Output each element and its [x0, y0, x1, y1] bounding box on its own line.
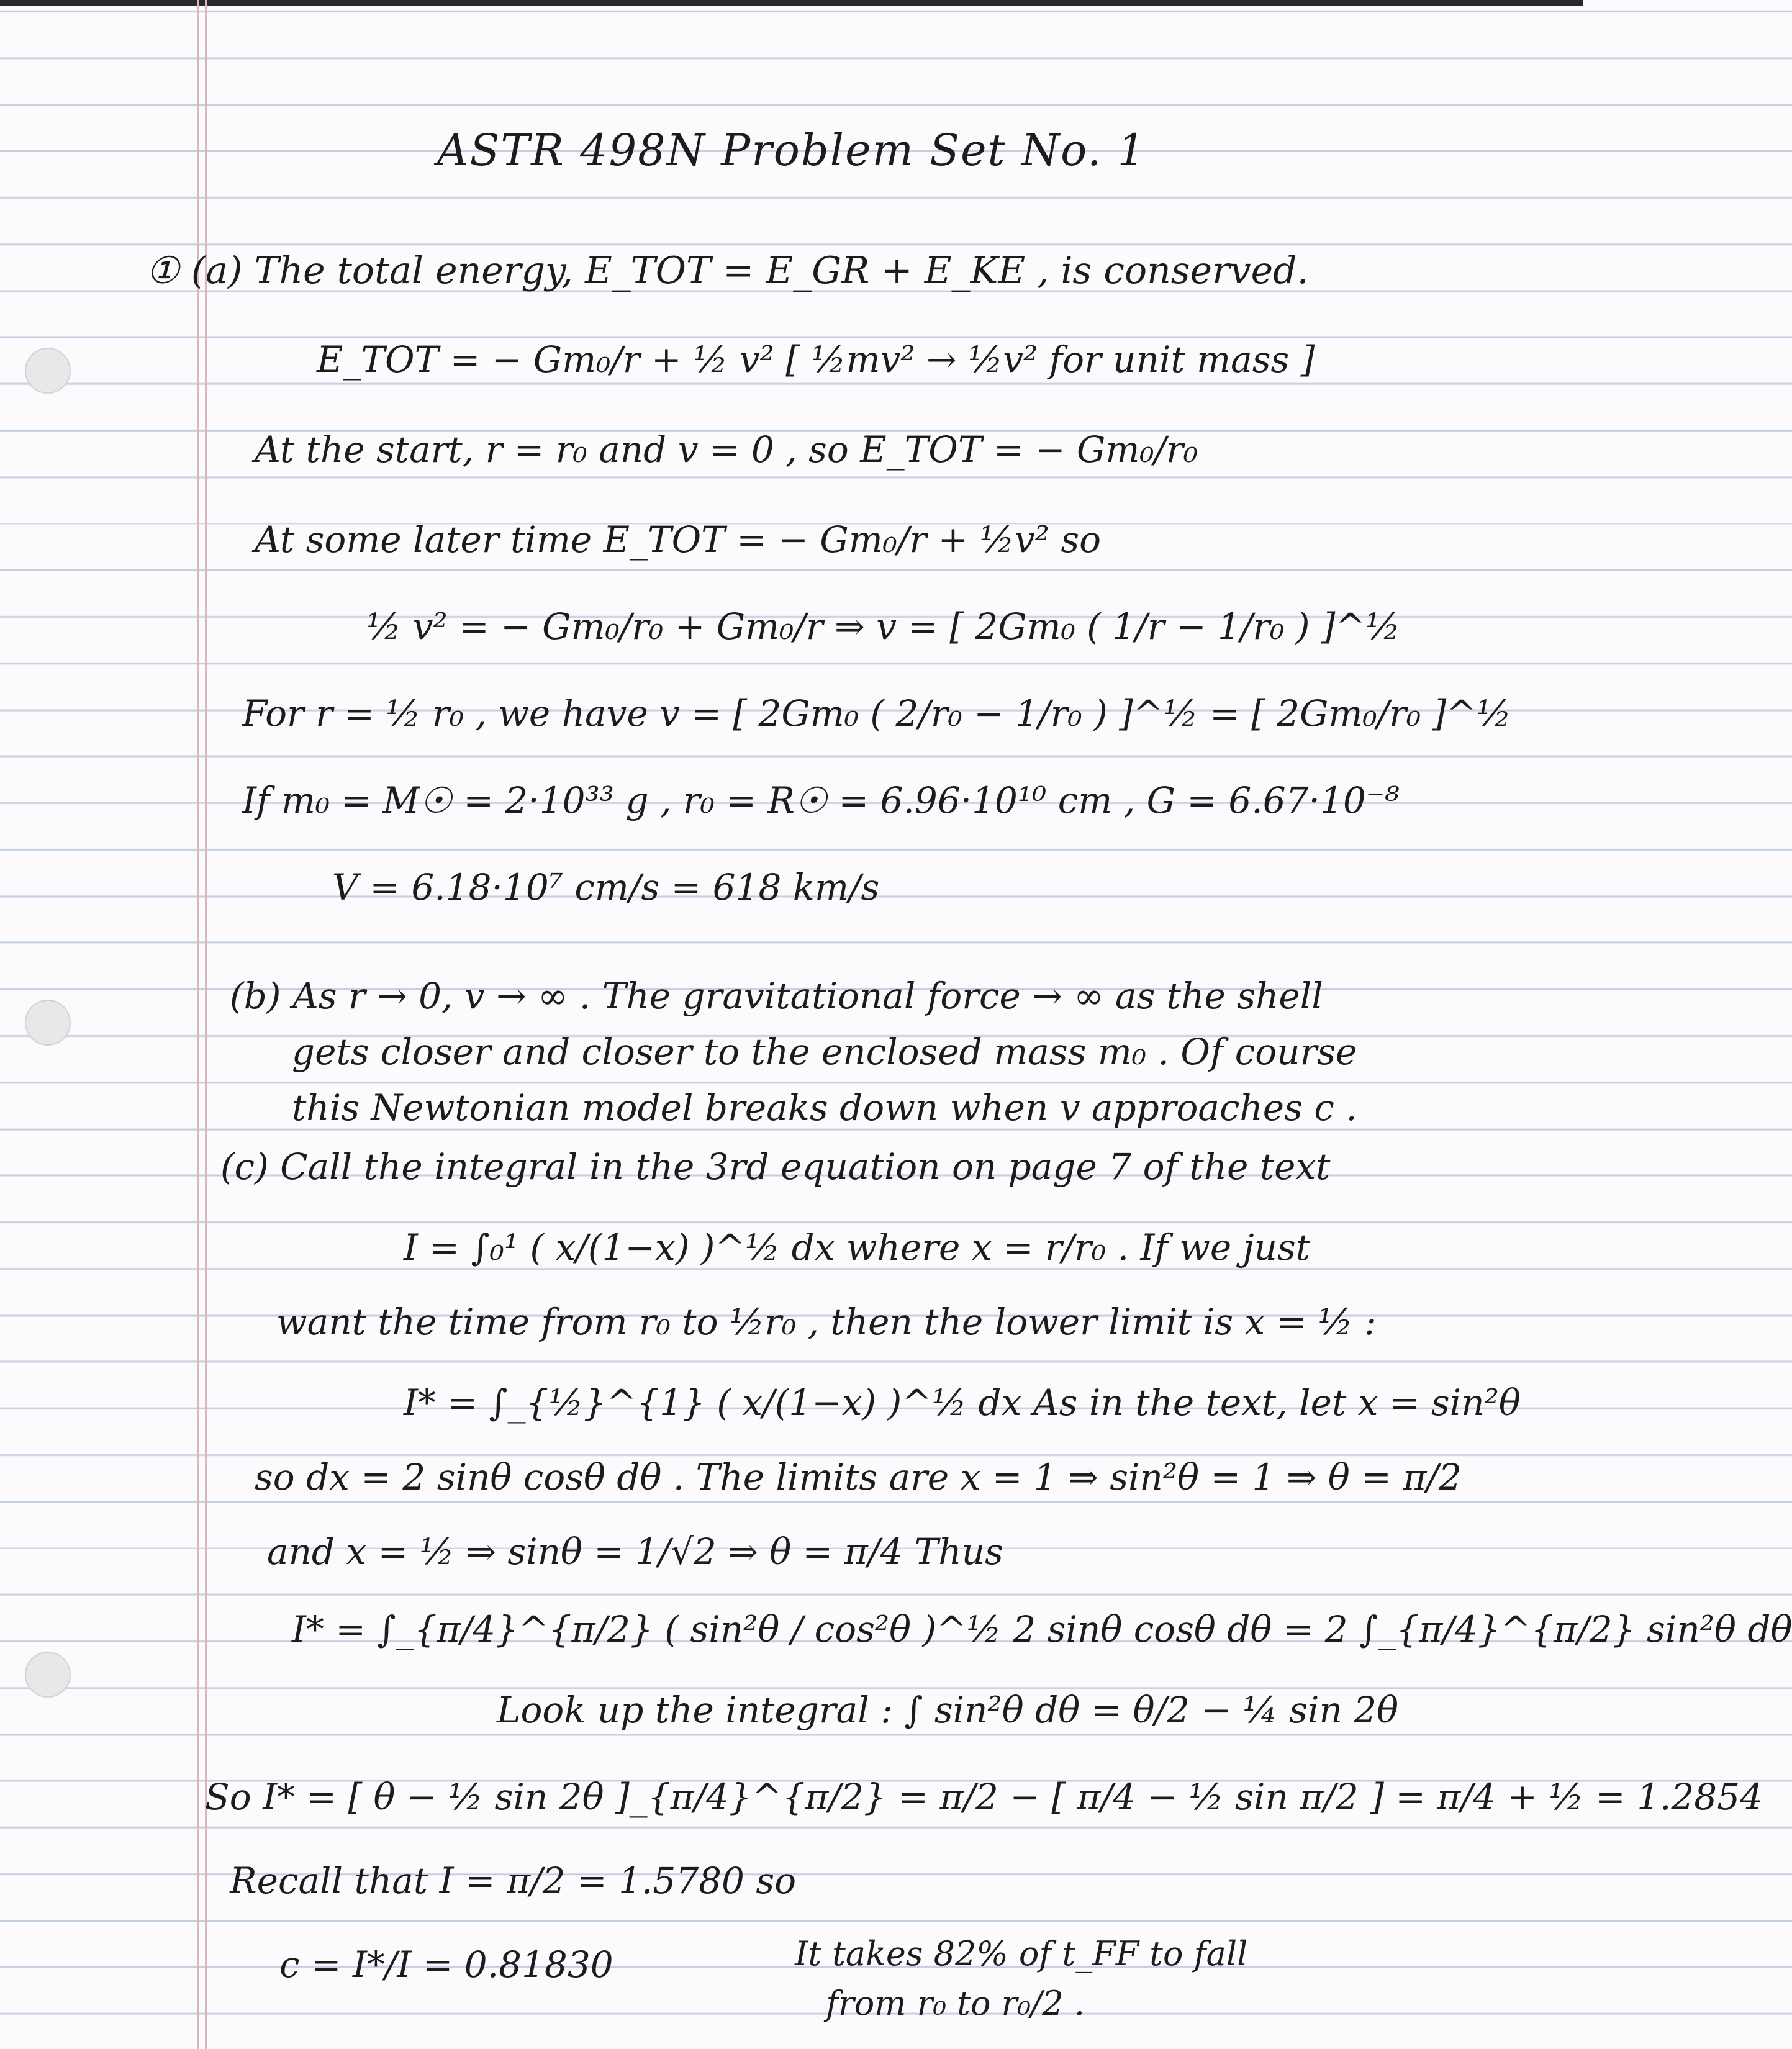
lower-limit-note: want the time from r₀ to ½r₀ , then the lower limit is x = ½ :: [276, 1301, 1377, 1343]
theta-lower-limit: and x = ½ ⇒ sinθ = 1/√2 ⇒ θ = π/4 Thus: [267, 1531, 1003, 1573]
problem-1c-line-1: (c) Call the integral in the 3rd equation on page 7 of the text: [220, 1146, 1331, 1188]
velocity-derivation: ½ v² = − Gm₀/r₀ + Gm₀/r ⇒ v = [ 2Gm₀ ( 1/r − 1/r₀ ) ]^½: [366, 605, 1401, 648]
integral-lookup: Look up the integral : ∫ sin²θ dθ = θ/2 − ¼ sin 2θ: [497, 1689, 1399, 1731]
problem-1b-line-3: this Newtonian model breaks down when v approaches c .: [292, 1087, 1357, 1129]
integral-star-result: So I* = [ θ − ½ sin 2θ ]_{π/4}^{π/2} = π/2 − [ π/4 − ½ sin π/2 ] = π/4 + ½ = 1.2854: [205, 1776, 1763, 1818]
later-time-energy: At some later time E_TOT = − Gm₀/r + ½v² so: [255, 518, 1102, 561]
energy-equation: E_TOT = − Gm₀/r + ½ v² [ ½mv² → ½v² for unit mass ]: [317, 338, 1315, 381]
integral-ratio: c = I*/I = 0.81830: [279, 1943, 613, 1986]
initial-condition: At the start, r = r₀ and v = 0 , so E_TOT = − Gm₀/r₀: [255, 428, 1198, 471]
page-title: ASTR 498N Problem Set No. 1: [437, 125, 1147, 176]
half-radius-velocity: For r = ½ r₀ , we have v = [ 2Gm₀ ( 2/r₀ − 1/r₀ ) ]^½ = [ 2Gm₀/r₀ ]^½: [242, 692, 1512, 735]
conclusion-line-1: It takes 82% of t_FF to fall: [795, 1934, 1248, 1973]
integral-star-transformed: I* = ∫_{π/4}^{π/2} ( sin²θ / cos²θ )^½ 2 sinθ cosθ dθ = 2 ∫_{π/4}^{π/2} sin²θ dθ: [292, 1608, 1792, 1650]
conclusion-line-2: from r₀ to r₀/2 .: [826, 1984, 1085, 2023]
problem-1a-statement: ① (a) The total energy, E_TOT = E_GR + E_KE , is conserved.: [146, 249, 1309, 292]
integral-definition: I = ∫₀¹ ( x/(1−x) )^½ dx where x = r/r₀ . If we just: [404, 1226, 1311, 1269]
full-integral-value: Recall that I = π/2 = 1.5780 so: [230, 1860, 797, 1902]
problem-1b-line-1: (b) As r → 0, v → ∞ . The gravitational force → ∞ as the shell: [230, 975, 1323, 1017]
problem-1b-line-2: gets closer and closer to the enclosed mass m₀ . Of course: [292, 1031, 1357, 1073]
substitution-limits: so dx = 2 sinθ cosθ dθ . The limits are x = 1 ⇒ sin²θ = 1 ⇒ θ = π/2: [255, 1456, 1462, 1498]
integral-star-definition: I* = ∫_{½}^{1} ( x/(1−x) )^½ dx As in the text, let x = sin²θ: [404, 1382, 1521, 1424]
solar-values: If m₀ = M☉ = 2·10³³ g , r₀ = R☉ = 6.96·10¹⁰ cm , G = 6.67·10⁻⁸: [242, 779, 1400, 821]
velocity-result: V = 6.18·10⁷ cm/s = 618 km/s: [332, 866, 880, 908]
